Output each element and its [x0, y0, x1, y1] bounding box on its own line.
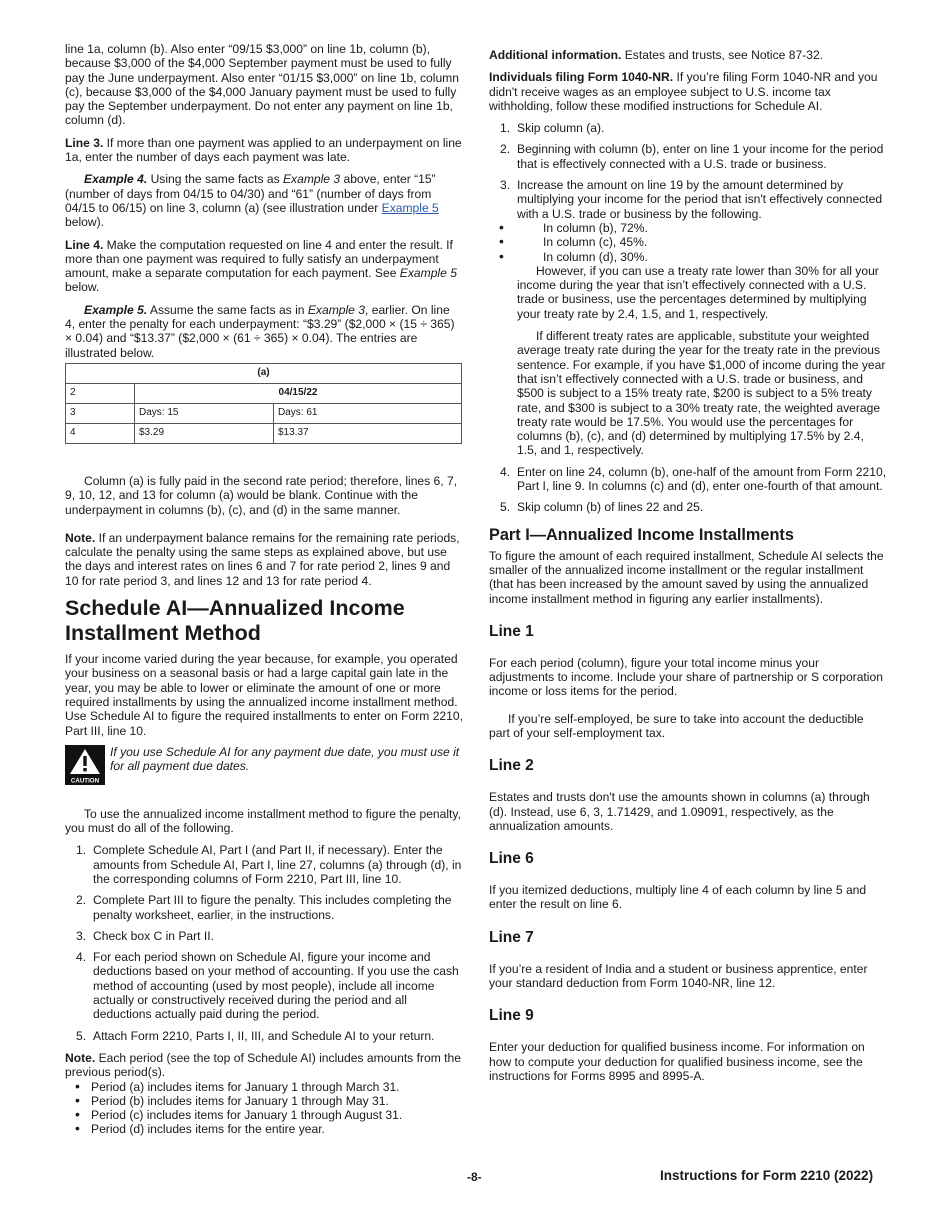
list-item: 2. Complete Part III to figure the penalty. This includes completing the penalty worksheet, earlier, in the instructions.	[76, 893, 452, 922]
paragraph: If you’re a resident of India and a student or business apprentice, enter your standard deduction from Form 1040-NR, line 12.	[489, 961, 868, 991]
paragraph: If different treaty rates are applicable, substitute your weighted average treaty rate during the year for the treaty rate in the previous sentence. For example, if you have $1,000 of income during the year that isn’t effectively connected with a U.S. trade or business, and $500 is subject to a 15% treaty rate, $200 is subject to a 5% treaty rate, and $300 is subject to a 30% treaty rate, the weighted average treaty rate would be 17.5%. You would use the percentages for columns (b), (c), and (d) determined by multiplying 17.5% by 2.4, 1.5, and 1, respectively.	[517, 329, 886, 458]
list-item: 5. Attach Form 2210, Parts I, II, III, and Schedule AI to your return.	[76, 1028, 435, 1043]
paragraph: If you itemized deductions, multiply line 4 of each column by line 5 and enter the result on line 6.	[489, 883, 867, 912]
list-item: • In column (d), 30%.	[489, 250, 887, 264]
table-row: 4 $3.29 $13.37	[66, 423, 462, 443]
example5-paragraph: Example 5. Assume the same facts as in Example 3, earlier. On line 4, enter the penalty for each underpayment: “$3.29” ($2,000 × (15 ÷ 365) × 0.04) and “$13.37” ($2,000 × (61 ÷ 365) × 0.04). The entries are illustrated below.	[65, 302, 455, 360]
steps-intro: To use the annualized income installment method to figure the penalty, you must do all of the following.	[65, 806, 461, 836]
line9-heading: Line 9	[489, 1007, 534, 1025]
form-1040nr-paragraph: Individuals filing Form 1040-NR. If you’re filing Form 1040-NR and you didn't receive wages as an employee subject to U.S. income tax withholding, follow these modified instructions for Schedule AI.	[489, 70, 878, 113]
line2-heading: Line 2	[489, 757, 534, 775]
list-item: 3. Increase the amount on line 19 by the amount determined by multiplying your income for the period that isn't effectively connected with a U.S. trade or business by the following. • In column (b), 72%. • In column (c), 45%. • In column (d), 30%. However, if you can use a treaty rate lower than 30% for all your income during the year that isn’t effectively connected with a U.S. trade or business, use the percentages determined by multiplying your treaty rate by 2.4, 1.5, and 1, respectively. If different treaty rates are applicable, substitute your weighted average treaty rate during the year for the treaty rate in the previous sentence. For example, if you have $1,000 of income during the year that isn’t effectively connected with a U.S. trade or business, and $500 is subject to a 15% treaty rate, $200 is subject to a 5% treaty rate, and $300 is subject to a 30% treaty rate, the weighted average treaty rate would be 17.5%. You would use the percentages for columns (b), (c), and (d) determined by multiplying 17.5% by 2.4, 1.5, and 1, respectively.	[489, 178, 887, 458]
table-header-cell: (a)	[66, 363, 462, 383]
list-item: 4. For each period shown on Schedule AI, figure your income and deductions based on your method of accounting. If you use the cash method of accounting (used by most people), include all income actually or constructively received during the period and all deductions actually paid during the period.	[76, 950, 459, 1022]
line3-paragraph: Line 3. If more than one payment was applied to an underpayment on line 1a, enter the number of days each payment was late.	[65, 135, 462, 165]
list-item: 2. Beginning with column (b), enter on line 1 your income for the period that is effectively connected with a U.S. trade or business.	[500, 142, 884, 171]
list-item: 5. Skip column (b) of lines 22 and 25.	[500, 500, 704, 515]
example-table	[65, 363, 462, 444]
note-paragraph: Note. If an underpayment balance remains for the remaining rate periods, calculate the penalty using the same steps as explained above, but use the days and interest rates on lines 6 and 7 for rate period 2, lines 9 and 10 for rate period 3, and lines 12 and 13 for rate period 4.	[65, 530, 460, 588]
section-heading: Schedule AI—Annualized Income Installment Method	[65, 596, 405, 646]
note2-paragraph: Note. Each period (see the top of Schedule AI) includes amounts from the previous period(s).	[65, 1050, 461, 1080]
list-item: 1. Skip column (a).	[500, 121, 605, 136]
periods-list	[65, 1080, 463, 1137]
line4-paragraph: Line 4. Make the computation requested on line 4 and enter the result. If more than one payment was required to fully satisfy an underpayment amount, make a separate computation for each payment. See Example 5 below.	[65, 237, 457, 295]
additional-info-paragraph: Additional information. Estates and trusts, see Notice 87-32.	[489, 48, 824, 62]
list-item: • In column (c), 45%.	[489, 235, 887, 249]
paragraph: Enter your deduction for qualified business income. For information on how to compute your deduction for qualified business income, see the instructions for Forms 8995 and 8995-A.	[489, 1040, 865, 1083]
paragraph: For each period (column), figure your total income minus your adjustments to income. Include your share of partnership or S corporation income or loss items for the period.	[489, 655, 883, 699]
caution-icon	[65, 745, 105, 785]
caution-text: If you use Schedule AI for any payment due date, you must use it for all payment due dates.	[110, 744, 460, 774]
list-item: • Period (a) includes items for January 1 through March 31.	[65, 1080, 463, 1094]
paragraph: line 1a, column (b). Also enter “09/15 $3,000” on line 1b, column (b), because $3,000 of the $4,000 September payment must be used to fully pay the June underpayment. Also enter “01/15 $3,000” on line 1b, column (c), because $3,000 of the $4,000 January payment must be used to fully pay the September underpayment. Do not enter any payment on line 1b, column (d).	[65, 42, 459, 128]
percent-list	[489, 221, 887, 264]
list-item: • Period (b) includes items for January 1 through May 31.	[65, 1094, 463, 1108]
page-number: -8-	[467, 1170, 482, 1184]
line1-heading: Line 1	[489, 622, 534, 640]
list-item: 4. Enter on line 24, column (b), one-half of the amount from Form 2210, Part I, line 9. In columns (c) and (d), enter one-fourth of that amount.	[500, 464, 887, 494]
list-item: • In column (b), 72%.	[489, 221, 887, 235]
list-item: 3. Check box C in Part II.	[76, 928, 214, 943]
left-column	[65, 42, 463, 1137]
intro-paragraph: If your income varied during the year because, for example, you operated your business on a seasonal basis or had a large capital gain late in the year, you may be able to lower or eliminate the amount of one or more required installments by using the annualized income installment method. Use Schedule AI to figure the required installments to enter on Form 2210, Part III, line 10.	[65, 652, 463, 738]
paragraph: However, if you can use a treaty rate lower than 30% for all your income during the year that isn’t effectively connected with a U.S. trade or business, use the percentages determined by multiplying your treaty rate by 2.4, 1.5, and 1, respectively.	[517, 263, 879, 321]
list-item: • Period (c) includes items for January 1 through August 31.	[65, 1108, 463, 1122]
line6-heading: Line 6	[489, 850, 534, 868]
table-row: 2 04/15/22	[66, 383, 462, 403]
table-row: 3 Days: 15 Days: 61	[66, 403, 462, 423]
paragraph: Estates and trusts don't use the amounts shown in columns (a) through (d). Instead, use 6, 3, 1.71429, and 1.09091, respectively, as the annualization amounts.	[489, 790, 870, 833]
table-header-row	[66, 363, 462, 383]
paragraph: To figure the amount of each required installment, Schedule AI selects the smaller of the annualized income installment or the regular installment (that has been increased by the amount saved by using the annualized income installment method in figuring any earlier installments).	[489, 548, 884, 606]
paragraph: Column (a) is fully paid in the second rate period; therefore, lines 6, 7, 9, 10, 12, and 13 for column (a) would be blank. Continue with the underpayment in columns (b), (c), and (d) in the same manner.	[65, 473, 458, 517]
caution-box	[65, 745, 463, 785]
example4-paragraph: Example 4. Using the same facts as Example 3 above, enter “15” (number of days from 04/15 to 04/30) and “61” (number of days from 04/15 to 06/15) on line 3, column (a) (see illustration under Example 5 below).	[65, 172, 439, 230]
paragraph: If you’re self-employed, be sure to take into account the deductible part of your self-employment tax.	[489, 711, 864, 740]
footer-title: Instructions for Form 2210 (2022)	[660, 1168, 874, 1183]
part1-heading: Part I—Annualized Income Installments	[489, 525, 794, 544]
list-item: • Period (d) includes items for the entire year.	[65, 1122, 463, 1136]
right-column	[489, 48, 887, 1091]
line7-heading: Line 7	[489, 928, 534, 946]
svg-text:CAUTION: CAUTION	[70, 777, 100, 785]
list-item: 1. Complete Schedule AI, Part I (and Part II, if necessary). Enter the amounts from Schedule AI, Part I, line 27, columns (a) through (d), in the corresponding columns of Form 2210, Part III, line 10.	[76, 843, 462, 886]
example5-link[interactable]: Example 5	[381, 200, 439, 215]
nr-list	[489, 121, 887, 514]
steps-list	[65, 843, 463, 1043]
